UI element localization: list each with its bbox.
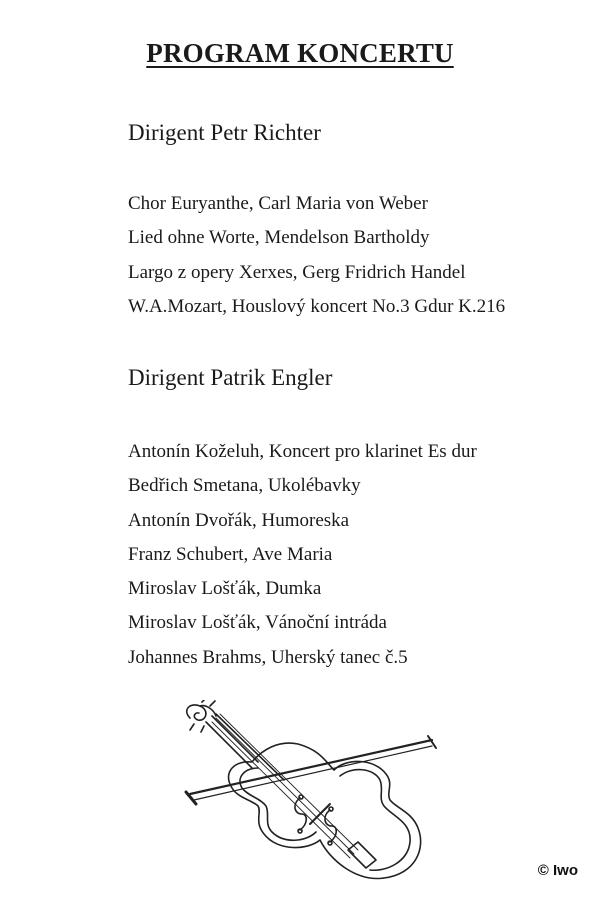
program-item: Franz Schubert, Ave Maria <box>128 543 333 565</box>
section-heading-richter: Dirigent Petr Richter <box>128 120 321 145</box>
violin-icon <box>180 700 440 890</box>
program-item: W.A.Mozart, Houslový koncert No.3 Gdur K.216 <box>128 295 506 317</box>
program-list-engler <box>128 440 477 680</box>
program-item: Bedřich Smetana, Ukolébavky <box>128 475 361 497</box>
program-item: Johannes Brahms, Uherský tanec č.5 <box>128 646 408 668</box>
program-item: Miroslav Lošťák, Dumka <box>128 578 322 600</box>
section-heading-engler: Dirigent Patrik Engler <box>128 365 333 390</box>
program-list-richter <box>128 192 505 329</box>
program-item: Miroslav Lošťák, Vánoční intráda <box>128 612 387 634</box>
program-item: Antonín Dvořák, Humoreska <box>128 509 350 531</box>
copyright-note: © Iwo <box>537 862 578 879</box>
page-title: PROGRAM KONCERTU <box>146 38 454 68</box>
program-item: Lied ohne Worte, Mendelson Bartholdy <box>128 227 430 249</box>
program-item: Largo z opery Xerxes, Gerg Fridrich Handel <box>128 261 466 283</box>
program-item: Antonín Koželuh, Koncert pro klarinet Es dur <box>128 441 477 462</box>
program-item: Chor Euryanthe, Carl Maria von Weber <box>128 193 428 214</box>
